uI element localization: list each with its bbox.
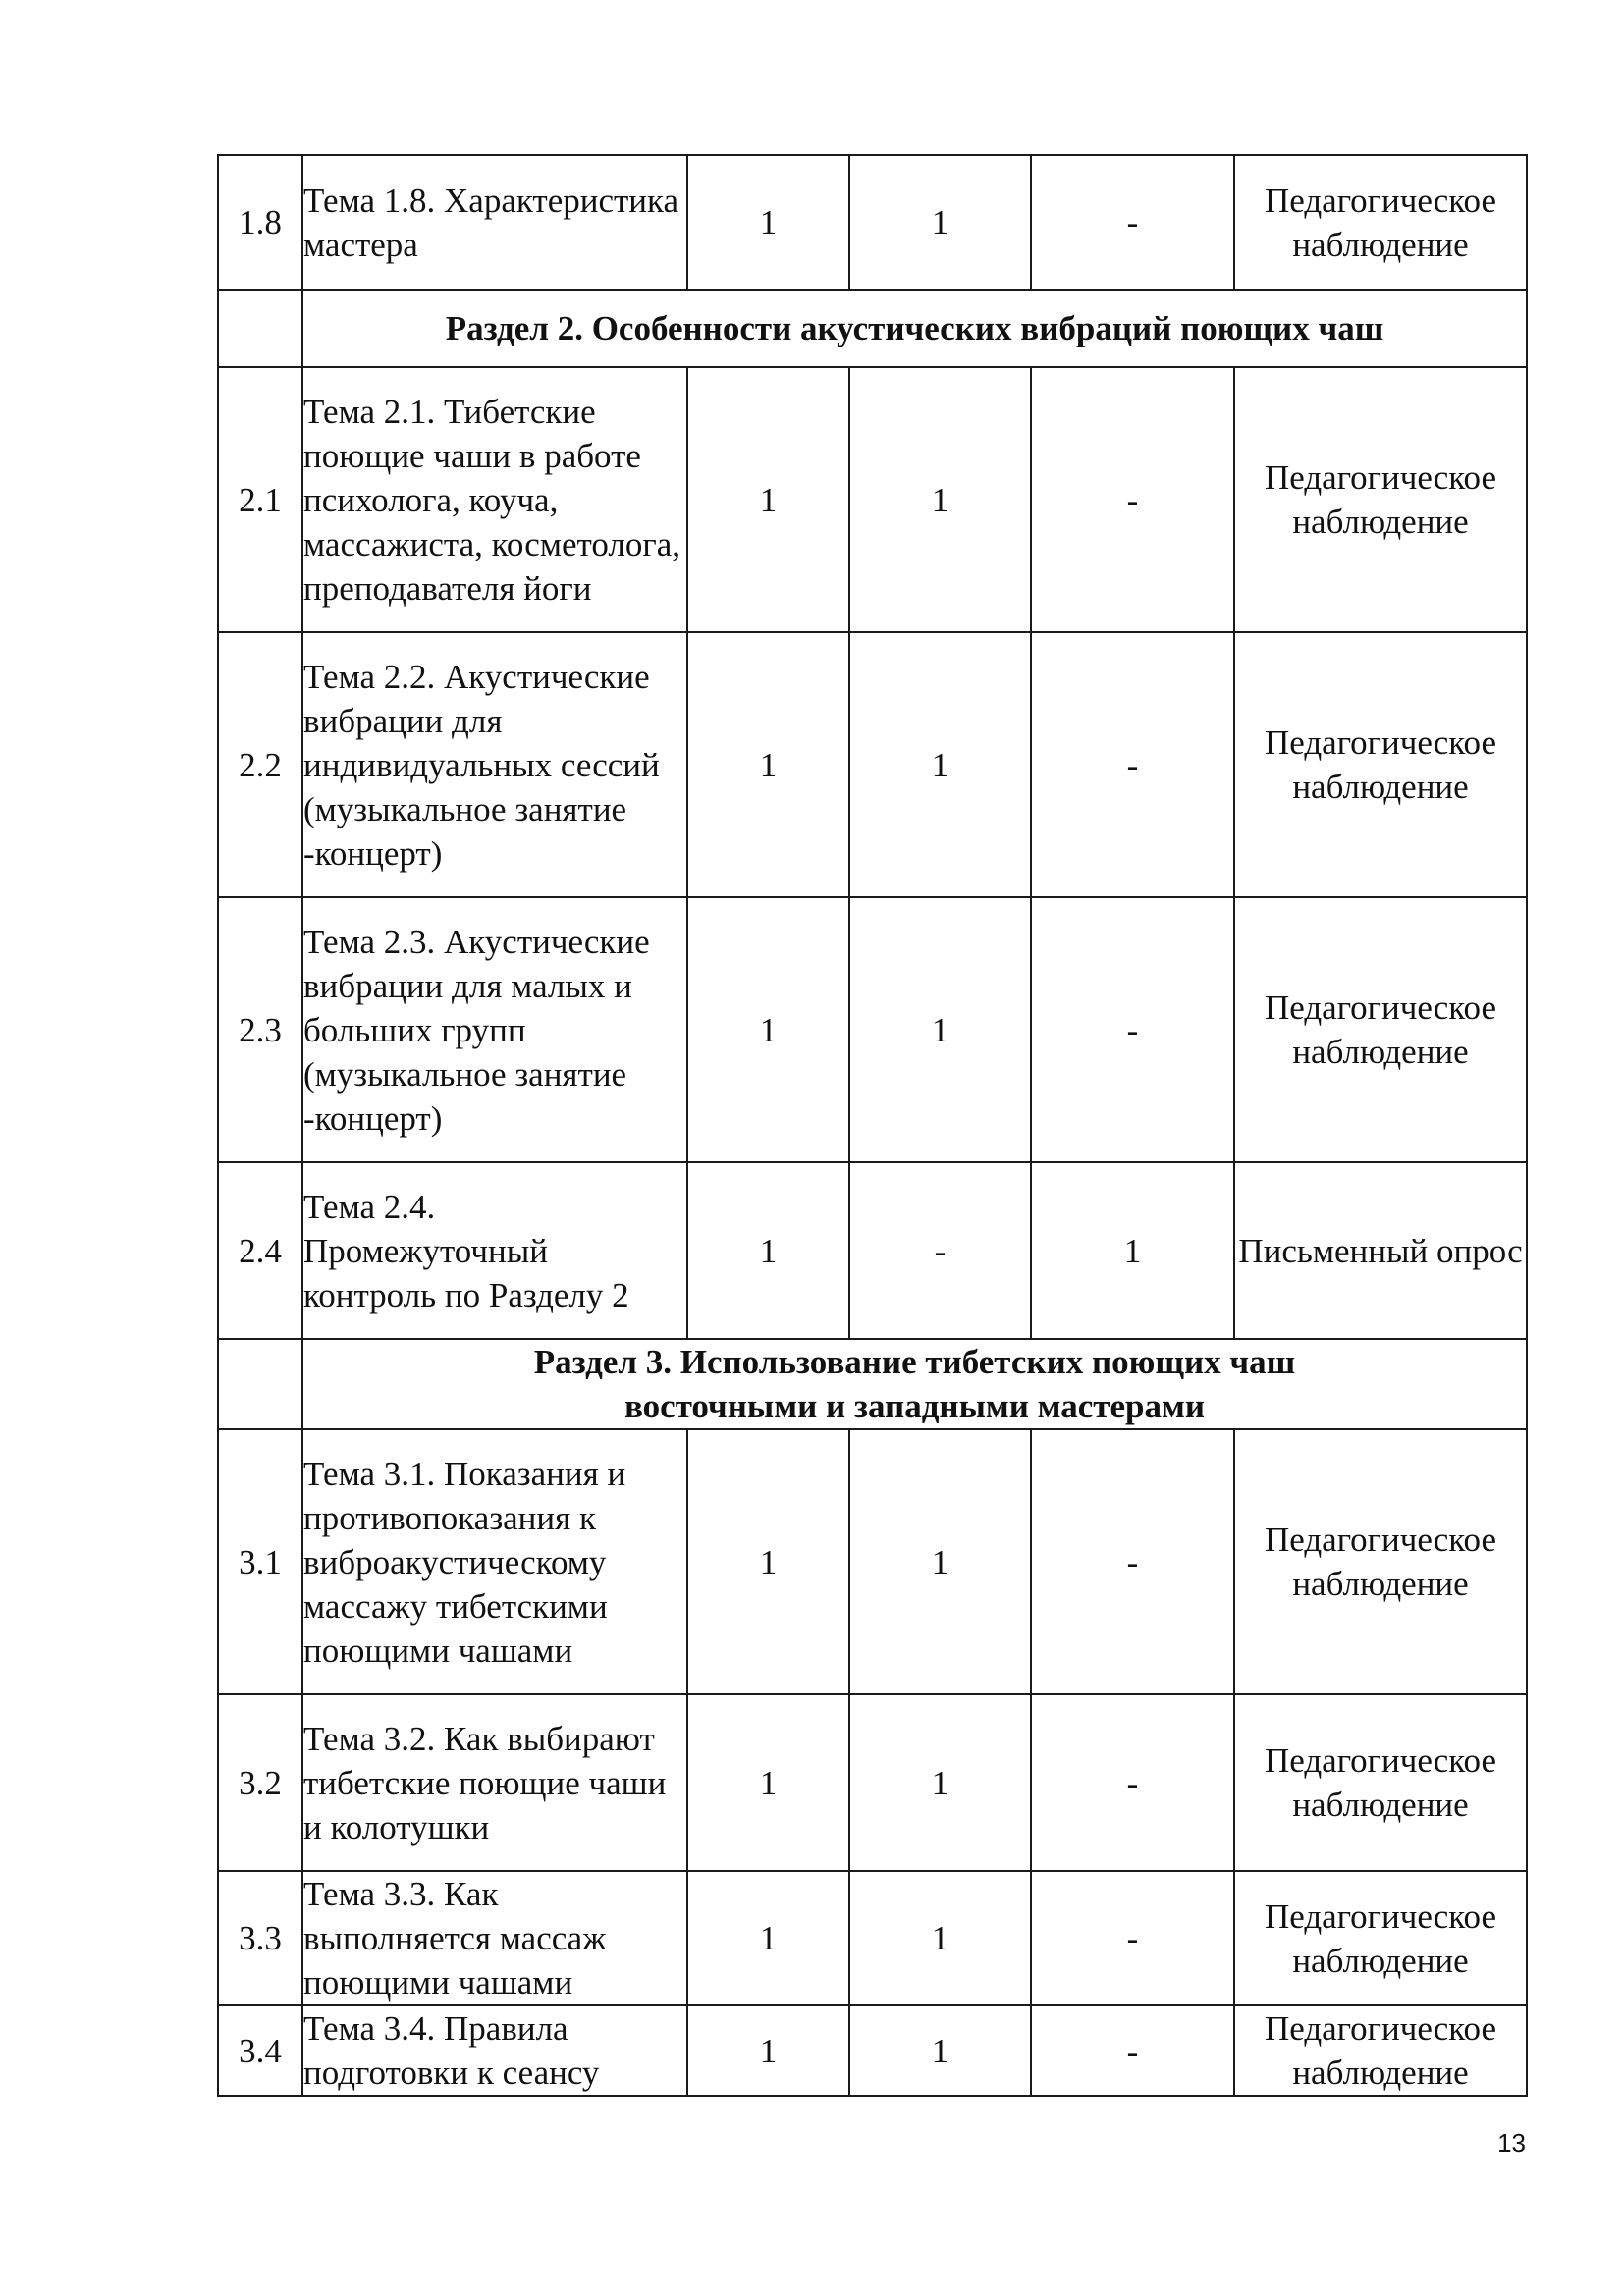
table-row (218, 155, 1527, 290)
control-form: Педагогическое наблюдение (1234, 632, 1527, 897)
row-number: 3.3 (218, 1871, 302, 2005)
control-form: Педагогическое наблюдение (1234, 155, 1527, 290)
hours-theory: 1 (849, 897, 1031, 1162)
control-form: Педагогическое наблюдение (1234, 1871, 1527, 2005)
table-row (218, 1871, 1527, 2005)
hours-theory: - (849, 1162, 1031, 1339)
control-form: Педагогическое наблюдение (1234, 1429, 1527, 1694)
hours-total: 1 (687, 632, 849, 897)
topic-title: Тема 1.8. Характеристика мастера (302, 155, 687, 290)
topic-title: Тема 2.3. Акустические вибрации для малых и больших групп (музыкальное занятие -концерт) (302, 897, 687, 1162)
table-row (218, 1694, 1527, 1871)
control-form: Педагогическое наблюдение (1234, 1694, 1527, 1871)
section-title: Раздел 2. Особенности акустических вибраций поющих чаш (302, 290, 1527, 367)
hours-theory: 1 (849, 1871, 1031, 2005)
section-row (218, 290, 1527, 367)
row-number: 3.2 (218, 1694, 302, 1871)
row-number: 2.4 (218, 1162, 302, 1339)
row-number: 1.8 (218, 155, 302, 290)
topic-title: Тема 3.4. Правила подготовки к сеансу (302, 2005, 687, 2096)
control-form: Педагогическое наблюдение (1234, 2005, 1527, 2096)
hours-total: 1 (687, 1694, 849, 1871)
hours-theory: 1 (849, 1429, 1031, 1694)
hours-total: 1 (687, 1162, 849, 1339)
hours-total: 1 (687, 2005, 849, 2096)
section-row (218, 1339, 1527, 1429)
hours-theory: 1 (849, 155, 1031, 290)
row-number: 3.1 (218, 1429, 302, 1694)
hours-theory: 1 (849, 1694, 1031, 1871)
control-form: Письменный опрос (1234, 1162, 1527, 1339)
hours-practice: - (1031, 632, 1234, 897)
table-row (218, 1162, 1527, 1339)
hours-practice: 1 (1031, 1162, 1234, 1339)
hours-practice: - (1031, 1429, 1234, 1694)
section-empty-cell (218, 290, 302, 367)
section-empty-cell (218, 1339, 302, 1429)
table-row (218, 1429, 1527, 1694)
topic-title: Тема 3.2. Как выбирают тибетские поющие чаши и колотушки (302, 1694, 687, 1871)
topic-title: Тема 2.2. Акустические вибрации для индивидуальных сессий (музыкальное занятие -концерт) (302, 632, 687, 897)
hours-total: 1 (687, 897, 849, 1162)
topic-title: Тема 2.4. Промежуточный контроль по Разделу 2 (302, 1162, 687, 1339)
curriculum-table (217, 154, 1528, 2097)
table-row (218, 367, 1527, 632)
row-number: 3.4 (218, 2005, 302, 2096)
section-title: Раздел 3. Использование тибетских поющих чаш восточными и западными мастерами (302, 1339, 1527, 1429)
control-form: Педагогическое наблюдение (1234, 897, 1527, 1162)
hours-theory: 1 (849, 2005, 1031, 2096)
row-number: 2.1 (218, 367, 302, 632)
hours-total: 1 (687, 155, 849, 290)
row-number: 2.3 (218, 897, 302, 1162)
hours-practice: - (1031, 155, 1234, 290)
row-number: 2.2 (218, 632, 302, 897)
hours-total: 1 (687, 1871, 849, 2005)
topic-title: Тема 3.3. Как выполняется массаж поющими чашами (302, 1871, 687, 2005)
control-form: Педагогическое наблюдение (1234, 367, 1527, 632)
hours-practice: - (1031, 1694, 1234, 1871)
hours-theory: 1 (849, 367, 1031, 632)
topic-title: Тема 3.1. Показания и противопоказания к виброакустическому массажу тибетскими поющими чашами (302, 1429, 687, 1694)
hours-practice: - (1031, 897, 1234, 1162)
table-row (218, 632, 1527, 897)
page-number: 13 (1497, 2128, 1526, 2158)
hours-theory: 1 (849, 632, 1031, 897)
hours-practice: - (1031, 1871, 1234, 2005)
hours-total: 1 (687, 367, 849, 632)
hours-practice: - (1031, 2005, 1234, 2096)
hours-total: 1 (687, 1429, 849, 1694)
table-row (218, 2005, 1527, 2096)
hours-practice: - (1031, 367, 1234, 632)
table-row (218, 897, 1527, 1162)
topic-title: Тема 2.1. Тибетские поющие чаши в работе психолога, коуча, массажиста, косметолога, преподавателя йоги (302, 367, 687, 632)
